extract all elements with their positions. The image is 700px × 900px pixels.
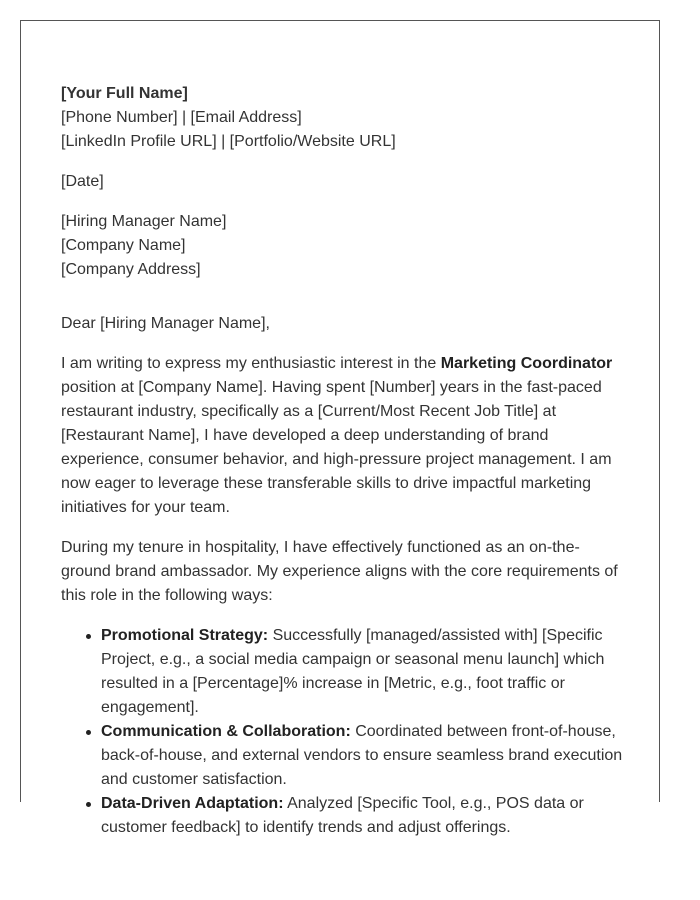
recipient-company: [Company Name]: [61, 237, 186, 254]
sender-name: [Your Full Name]: [61, 85, 188, 102]
sender-contact-line-2: [LinkedIn Profile URL] | [Portfolio/Website URL]: [61, 133, 396, 150]
document-page: [20, 20, 660, 836]
bullet-title: Promotional Strategy:: [101, 627, 269, 644]
intro-paragraph: [61, 352, 626, 520]
list-item: [101, 624, 626, 720]
list-item: [101, 720, 626, 792]
bullet-text: Analyzed [Specific Tool, e.g., POS data or customer feedback] to identify trends and adjust offerings.: [101, 795, 584, 836]
salutation: Dear [Hiring Manager Name],: [61, 315, 270, 332]
recipient-manager: [Hiring Manager Name]: [61, 213, 227, 230]
intro-role: Marketing Coordinator: [440, 355, 613, 372]
date-text: [Date]: [61, 173, 104, 190]
recipient-address: [Company Address]: [61, 261, 201, 278]
bullet-title: Communication & Collaboration:: [101, 723, 351, 740]
list-item: [101, 792, 626, 840]
sender-contact-line-1: [Phone Number] | [Email Address]: [61, 109, 302, 126]
bullet-text: Coordinated between front-of-house, back-of-house, and external vendors to ensure seamless brand execution and customer satisfaction.: [101, 723, 623, 788]
letter-date: [61, 170, 626, 194]
bullet-title: Data-Driven Adaptation:: [101, 795, 284, 812]
recipient-block: [61, 210, 626, 282]
skills-list: [61, 624, 626, 840]
cover-letter-body: [61, 82, 626, 840]
intro-text-before: I am writing to express my enthusiastic interest in the: [61, 355, 441, 372]
experience-paragraph: During my tenure in hospitality, I have effectively functioned as an on-the-ground brand ambassador. My experience aligns with the core requirements of this role in the following ways:: [61, 539, 618, 604]
intro-text-after: position at [Company Name]. Having spent [Number] years in the fast-paced restaurant industry, specifically as a [Current/Most Recent Job Title] at [Restaurant Name], I have developed a deep understanding of brand experience, consumer behavior, and high-pressure project management. I am now eager to leverage these transferable skills to drive impactful marketing initiatives for your team.: [61, 379, 612, 516]
sender-header: [61, 82, 626, 154]
bullet-text: Successfully [managed/assisted with] [Specific Project, e.g., a social media campaign or seasonal menu launch] which resulted in a [Percentage]% increase in [Metric, e.g., foot traffic or engagement].: [101, 627, 605, 716]
